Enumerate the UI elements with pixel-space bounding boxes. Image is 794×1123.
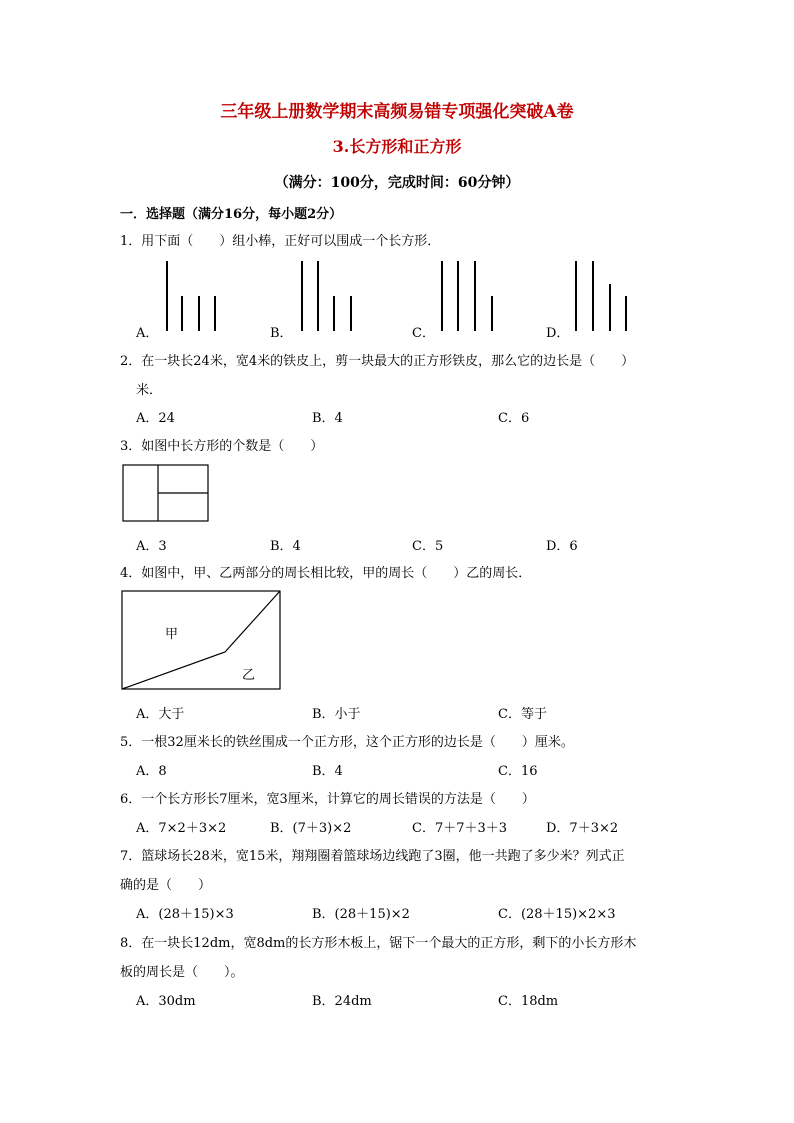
question-1-text: 1．用下面（ ）组小棒，正好可以围成一个长方形． [120, 234, 441, 249]
q2-option-a[interactable]: A．24 [136, 411, 175, 426]
q8-option-a[interactable]: A．30dm [136, 994, 196, 1009]
q3-option-a[interactable]: A．3 [136, 539, 167, 554]
q1-option-d[interactable]: D． [546, 326, 570, 341]
q6-option-d[interactable]: D．7＋3×2 [546, 821, 619, 836]
q1-option-a[interactable]: A． [136, 326, 159, 341]
question-2-text-line2: 米． [136, 383, 163, 398]
q5-option-c[interactable]: C．16 [498, 764, 538, 779]
question-2-text-line1: 2．在一块长24米，宽4米的铁皮上，剪一块最大的正方形铁皮，那么它的边长是（ ） [120, 354, 635, 369]
q5-option-b[interactable]: B．4 [312, 764, 343, 779]
q4-label-yi: 乙 [242, 668, 256, 683]
q4-option-c[interactable]: C．等于 [498, 707, 547, 722]
q6-option-b[interactable]: B．(7＋3)×2 [270, 821, 352, 836]
q6-option-a[interactable]: A．7×2＋3×2 [136, 821, 227, 836]
q7-option-c[interactable]: C．(28＋15)×2×3 [498, 907, 616, 922]
document-title: 三年级上册数学期末高频易错专项强化突破A卷 [220, 102, 574, 122]
question-8-text-line2: 板的周长是（ ）。 [120, 965, 244, 980]
question-7-text-line2: 确的是（ ） [120, 878, 212, 893]
q4-option-a[interactable]: A．大于 [136, 707, 185, 722]
q7-option-b[interactable]: B．(28＋15)×2 [312, 907, 410, 922]
question-4-text: 4．如图中，甲、乙两部分的周长相比较，甲的周长（ ）乙的周长． [120, 566, 532, 581]
question-6-text: 6．一个长方形长7厘米，宽3厘米，计算它的周长错误的方法是（ ） [120, 792, 535, 807]
question-3-text: 3．如图中长方形的个数是（ ） [120, 439, 324, 454]
q4-option-b[interactable]: B．小于 [312, 707, 361, 722]
q1-option-c[interactable]: C． [412, 326, 435, 341]
q3-option-d[interactable]: D．6 [546, 539, 578, 554]
question-5-text: 5．一根32厘米长的铁丝围成一个正方形，这个正方形的边长是（ ）厘米。 [120, 735, 574, 750]
question-7-text-line1: 7．篮球场长28米，宽15米，翔翔圈着篮球场边线跑了3圈，他一共跑了多少米？列式正 [120, 849, 625, 864]
question-8-text-line1: 8．在一块长12dm，宽8dm的长方形木板上，锯下一个最大的正方形，剩下的小长方形木 [120, 936, 637, 951]
q8-option-b[interactable]: B．24dm [312, 994, 372, 1009]
q7-option-a[interactable]: A．(28＋15)×3 [136, 907, 234, 922]
q4-label-jia: 甲 [165, 627, 179, 642]
section-heading-choice: 一．选择题（满分16分，每小题2分） [120, 207, 343, 222]
q3-option-c[interactable]: C．5 [412, 539, 444, 554]
q5-option-a[interactable]: A．8 [136, 764, 167, 779]
q2-option-b[interactable]: B．4 [312, 411, 343, 426]
q1-option-b[interactable]: B． [270, 326, 293, 341]
document-subtitle: 3.长方形和正方形 [332, 137, 462, 156]
q3-option-b[interactable]: B．4 [270, 539, 301, 554]
score-time-line: （满分：100分，完成时间：60分钟） [274, 175, 520, 191]
q2-option-c[interactable]: C．6 [498, 411, 530, 426]
q6-option-c[interactable]: C．7＋7＋3＋3 [412, 821, 508, 836]
q8-option-c[interactable]: C．18dm [498, 994, 559, 1009]
